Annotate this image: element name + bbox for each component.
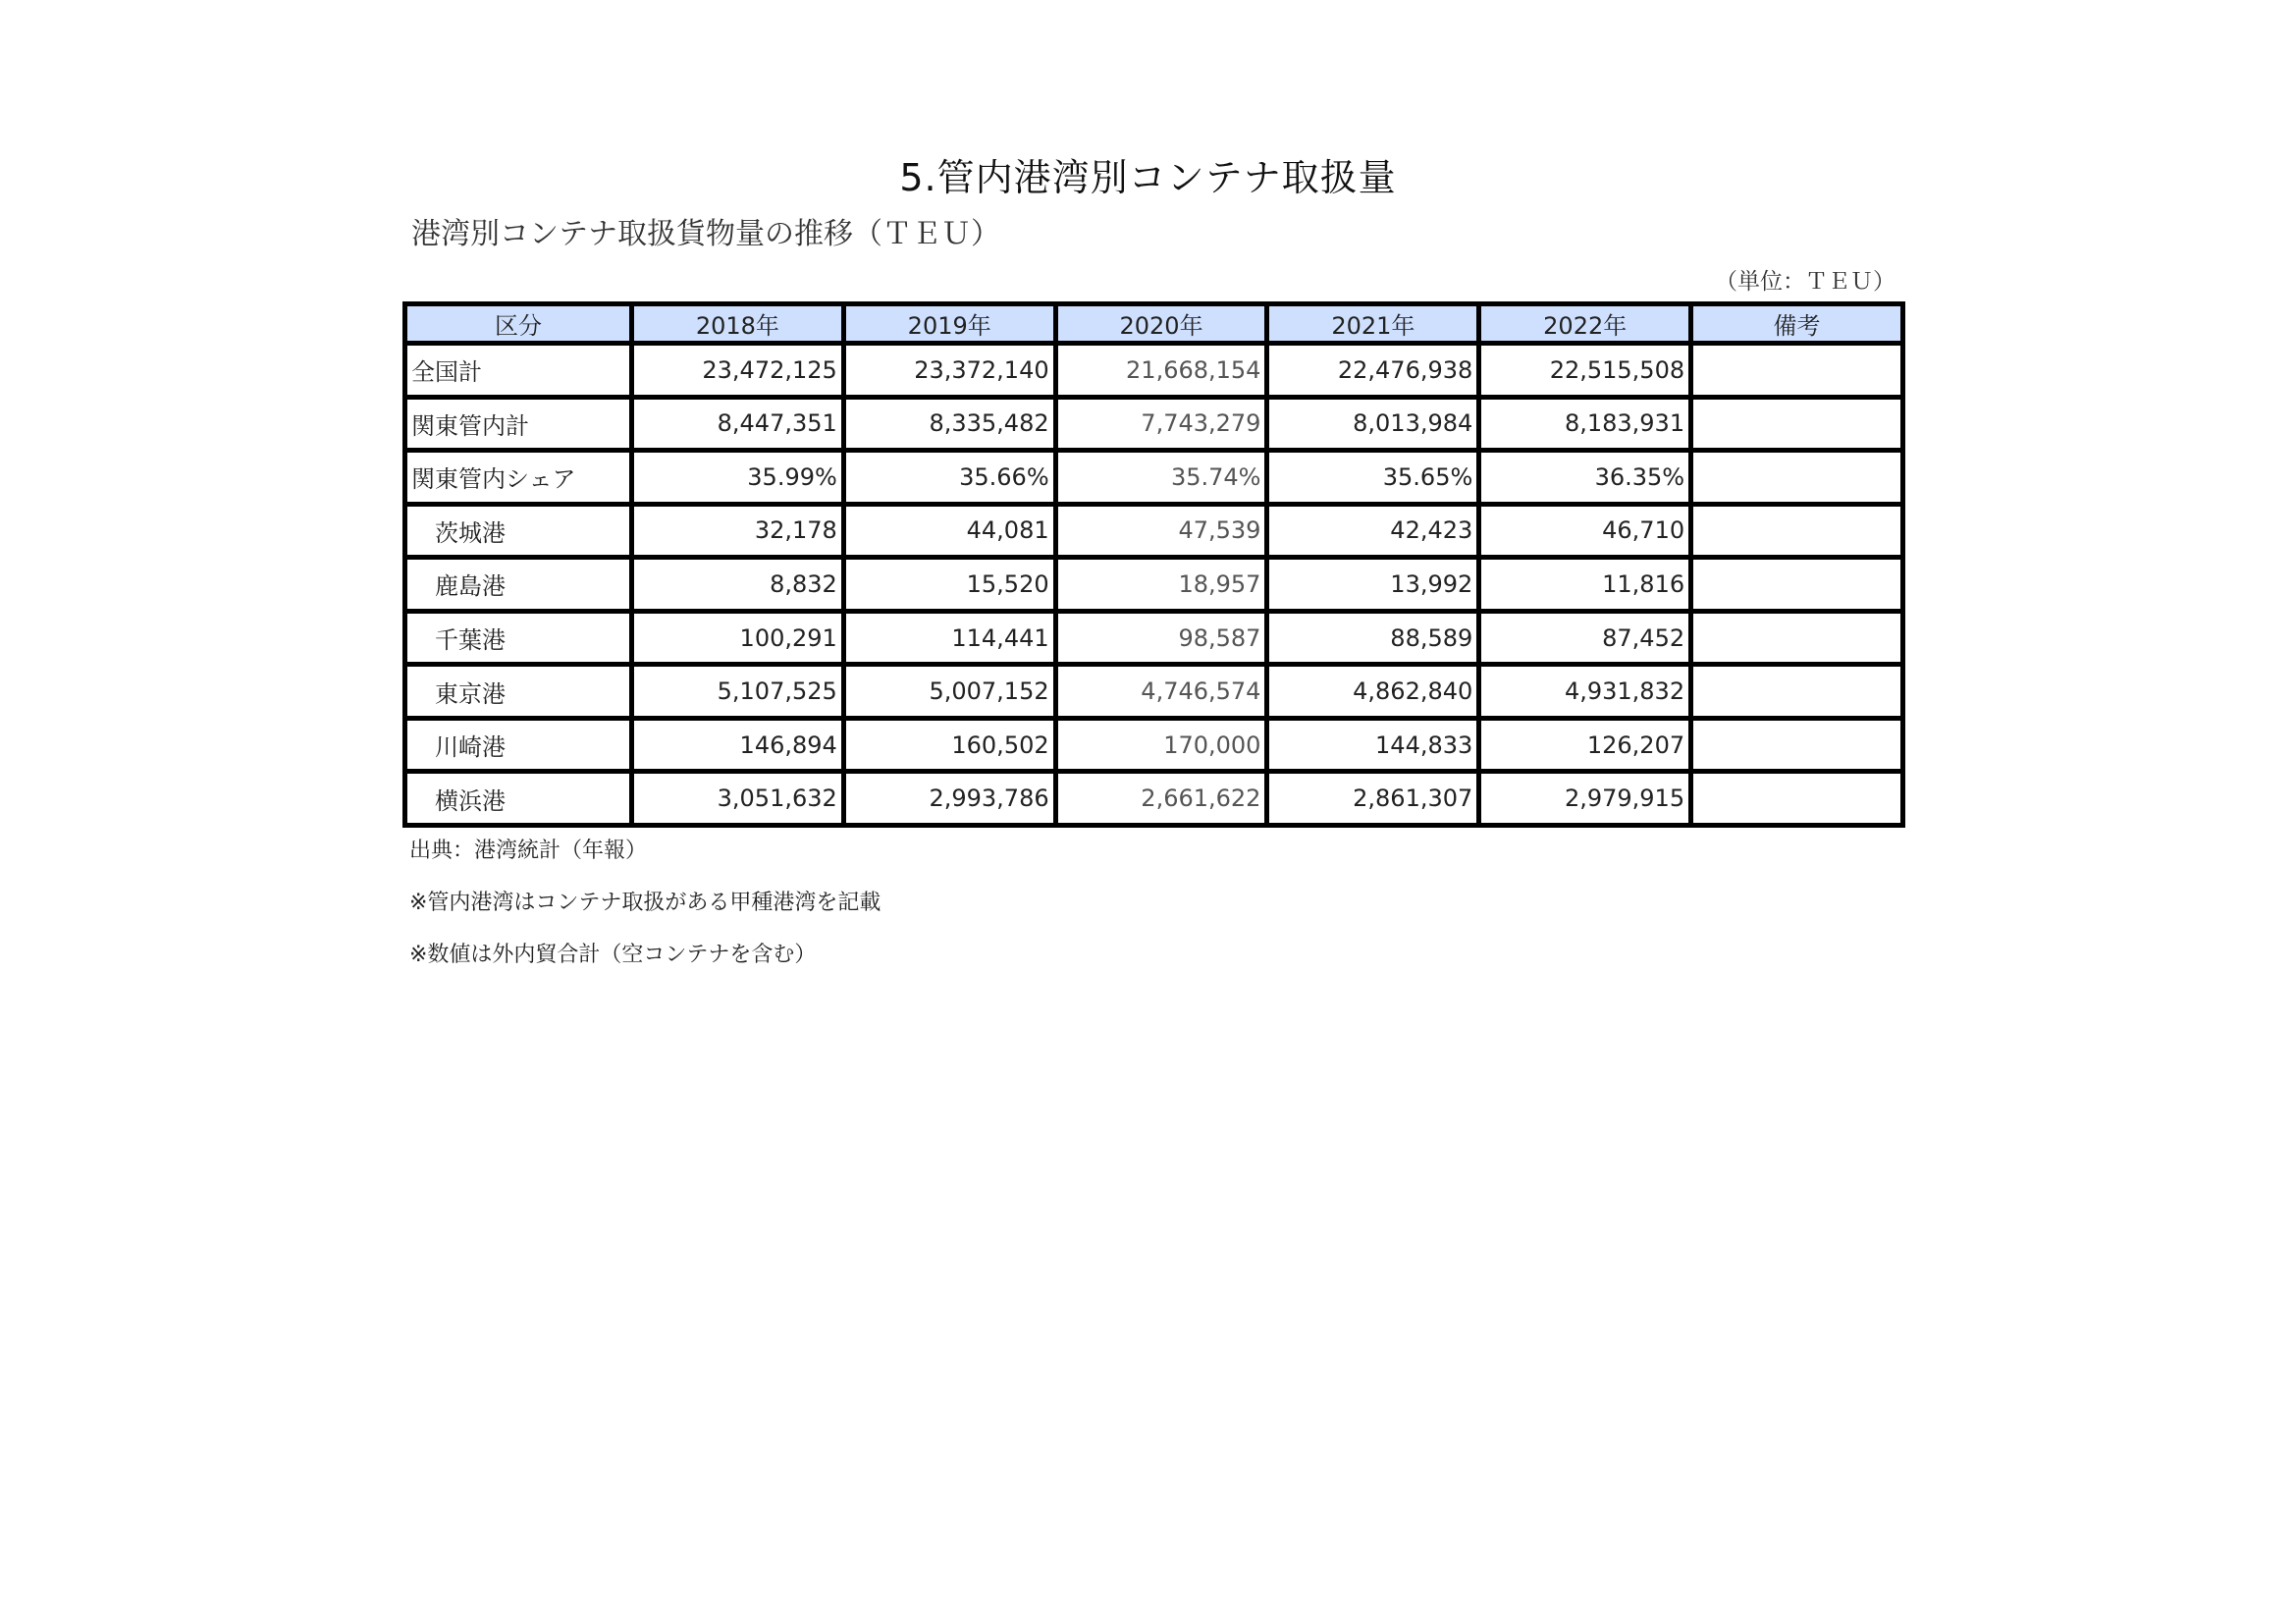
- cell-2019: 15,520: [846, 560, 1053, 609]
- cell-2022: 126,207: [1481, 721, 1688, 770]
- header-2021: 2021年: [1269, 306, 1476, 341]
- cell-2021: 8,013,984: [1269, 400, 1476, 449]
- source-note: 出典：港湾統計（年報）: [409, 839, 648, 863]
- cell-2021: 13,992: [1269, 560, 1476, 609]
- cell-2018: 3,051,632: [634, 774, 841, 823]
- cell-2019: 160,502: [846, 721, 1053, 770]
- row-label: 茨城港: [407, 507, 629, 556]
- row-label: 東京港: [407, 667, 629, 716]
- cell-2018: 100,291: [634, 614, 841, 663]
- container-table-frame: [402, 301, 1905, 828]
- cell-2019: 5,007,152: [846, 667, 1053, 716]
- cell-2020: 18,957: [1058, 560, 1265, 609]
- table-row-kashima: [407, 560, 1900, 609]
- header-2020: 2020年: [1058, 306, 1265, 341]
- cell-2022: 8,183,931: [1481, 400, 1688, 449]
- row-label: 鹿島港: [407, 560, 629, 609]
- row-label: 千葉港: [407, 614, 629, 663]
- cell-2020: 170,000: [1058, 721, 1265, 770]
- row-label: 関東管内シェア: [407, 453, 629, 502]
- cell-2019: 23,372,140: [846, 346, 1053, 395]
- cell-2022: 87,452: [1481, 614, 1688, 663]
- table-row-kanto-total: [407, 400, 1900, 449]
- cell-2020: 2,661,622: [1058, 774, 1265, 823]
- cell-2022: 2,979,915: [1481, 774, 1688, 823]
- cell-2021: 2,861,307: [1269, 774, 1476, 823]
- cell-2021: 144,833: [1269, 721, 1476, 770]
- cell-2019: 2,993,786: [846, 774, 1053, 823]
- table-row-yokohama: [407, 774, 1900, 823]
- header-2022: 2022年: [1481, 306, 1688, 341]
- cell-remarks: [1693, 507, 1900, 556]
- cell-2018: 8,447,351: [634, 400, 841, 449]
- table-row-kawasaki: [407, 721, 1900, 770]
- page-title: 5.管内港湾別コンテナ取扱量: [899, 156, 1397, 199]
- table-notes: [409, 837, 881, 993]
- header-remarks: 備考: [1693, 306, 1900, 341]
- cell-2019: 114,441: [846, 614, 1053, 663]
- row-label: 横浜港: [407, 774, 629, 823]
- cell-2020: 47,539: [1058, 507, 1265, 556]
- cell-2022: 4,931,832: [1481, 667, 1688, 716]
- cell-remarks: [1693, 721, 1900, 770]
- cell-2018: 35.99%: [634, 453, 841, 502]
- header-category: 区分: [407, 306, 629, 341]
- cell-2020: 21,668,154: [1058, 346, 1265, 395]
- cell-2018: 23,472,125: [634, 346, 841, 395]
- cell-2021: 22,476,938: [1269, 346, 1476, 395]
- cell-2020: 4,746,574: [1058, 667, 1265, 716]
- container-volume-table: [402, 301, 1905, 828]
- cell-2018: 32,178: [634, 507, 841, 556]
- cell-2021: 4,862,840: [1269, 667, 1476, 716]
- table-row-tokyo: [407, 667, 1900, 716]
- row-label: 全国計: [407, 346, 629, 395]
- cell-2021: 42,423: [1269, 507, 1476, 556]
- unit-label: （単位：ＴＥＵ）: [1715, 269, 1896, 295]
- cell-2020: 7,743,279: [1058, 400, 1265, 449]
- cell-remarks: [1693, 560, 1900, 609]
- table-subtitle: 港湾別コンテナ取扱貨物量の推移（ＴＥＵ）: [411, 217, 1000, 251]
- cell-remarks: [1693, 774, 1900, 823]
- cell-2022: 11,816: [1481, 560, 1688, 609]
- cell-remarks: [1693, 453, 1900, 502]
- header-2018: 2018年: [634, 306, 841, 341]
- cell-2022: 36.35%: [1481, 453, 1688, 502]
- table-header-row: [407, 306, 1900, 341]
- cell-remarks: [1693, 346, 1900, 395]
- cell-2022: 22,515,508: [1481, 346, 1688, 395]
- cell-2020: 35.74%: [1058, 453, 1265, 502]
- cell-2019: 44,081: [846, 507, 1053, 556]
- cell-2019: 8,335,482: [846, 400, 1053, 449]
- footnote-values: ※数値は外内貿合計（空コンテナを含む）: [409, 943, 817, 967]
- row-label: 川崎港: [407, 721, 629, 770]
- table-row-national: [407, 346, 1900, 395]
- footnote-ports: ※管内港湾はコンテナ取扱がある甲種港湾を記載: [409, 891, 881, 915]
- cell-2019: 35.66%: [846, 453, 1053, 502]
- cell-2022: 46,710: [1481, 507, 1688, 556]
- cell-remarks: [1693, 614, 1900, 663]
- row-label: 関東管内計: [407, 400, 629, 449]
- table-row-chiba: [407, 614, 1900, 663]
- cell-2018: 146,894: [634, 721, 841, 770]
- cell-2020: 98,587: [1058, 614, 1265, 663]
- header-2019: 2019年: [846, 306, 1053, 341]
- cell-2021: 35.65%: [1269, 453, 1476, 502]
- cell-2018: 8,832: [634, 560, 841, 609]
- table-row-kanto-share: [407, 453, 1900, 502]
- cell-remarks: [1693, 400, 1900, 449]
- cell-2021: 88,589: [1269, 614, 1476, 663]
- table-row-ibaraki: [407, 507, 1900, 556]
- cell-2018: 5,107,525: [634, 667, 841, 716]
- cell-remarks: [1693, 667, 1900, 716]
